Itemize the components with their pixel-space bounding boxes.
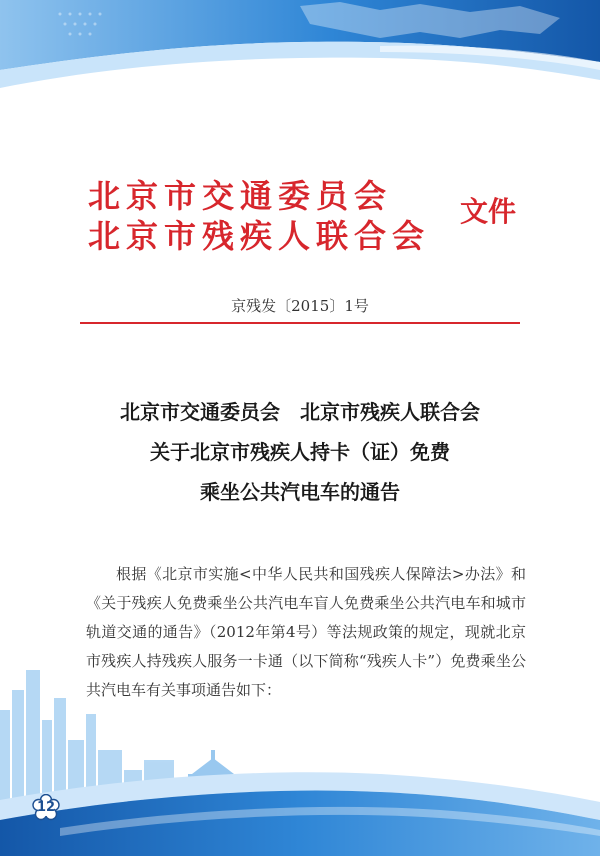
document-number: 京残发〔2015〕1号 <box>231 297 369 315</box>
document-type-label: 文件 <box>460 195 517 228</box>
title-line-1: 北京市交通委员会 北京市残疾人联合会 <box>120 400 480 424</box>
body-paragraph: 根据《北京市实施<中华人民共和国残疾人保障法>办法》和《关于残疾人免费乘坐公共汽电车盲人免费乘坐公共汽电车和城市轨道交通的通告》（2012年第4号）等法规政策的规定，现就北京市残疾人持残疾人服务一卡通（以下简称“残疾人卡”）免费乘坐公共汽电车有关事项通告如下： <box>86 565 526 699</box>
red-divider <box>80 322 520 324</box>
title-line-3: 乘坐公共汽电车的通告 <box>200 480 400 504</box>
issuer-block <box>88 176 528 260</box>
top-banner <box>0 0 600 120</box>
document-title <box>60 392 540 512</box>
page-number: 12 <box>36 800 56 815</box>
issuer-name-transport: 北京市交通委员会 <box>88 177 393 215</box>
title-line-2: 关于北京市残疾人持卡（证）免费 <box>150 440 450 464</box>
bottom-banner <box>0 650 600 856</box>
page-number-badge <box>32 794 60 822</box>
issuer-name-disabled-federation: 北京市残疾人联合会 <box>88 217 431 255</box>
